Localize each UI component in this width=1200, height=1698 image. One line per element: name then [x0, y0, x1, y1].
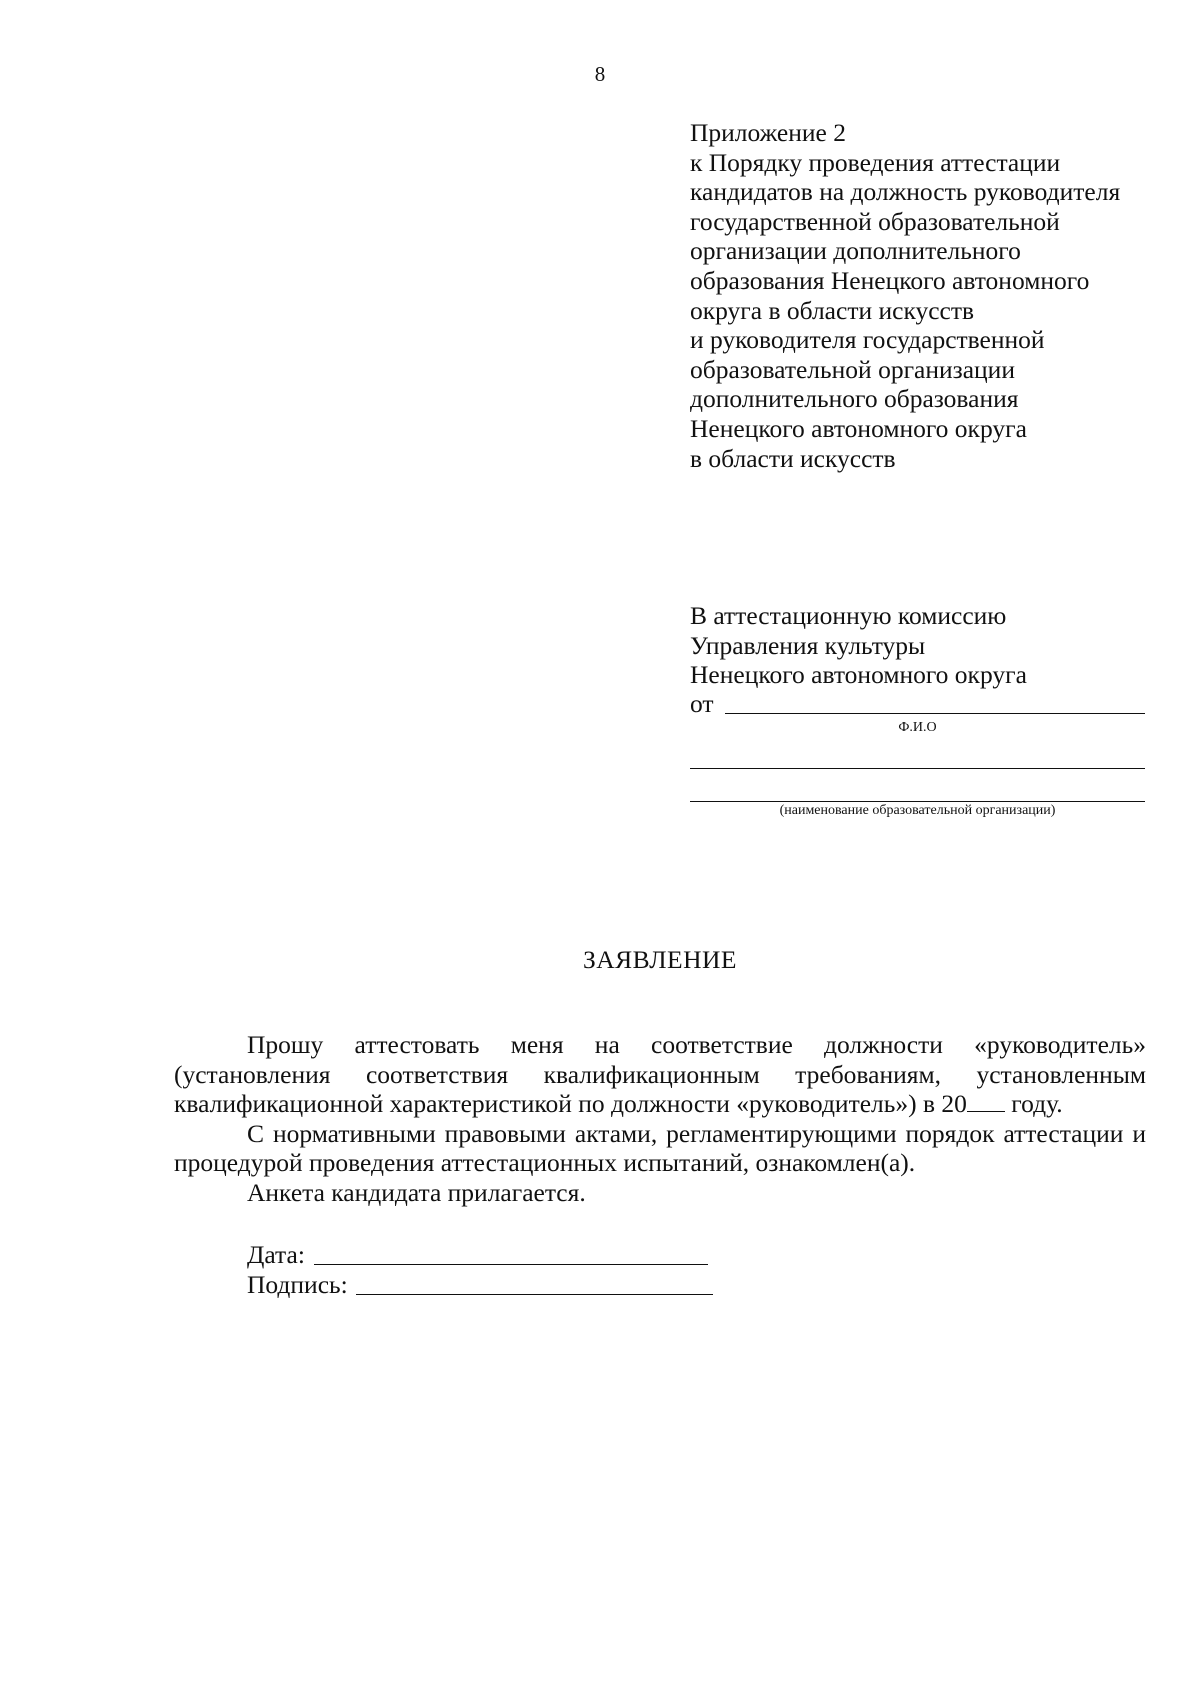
acquainted-paragraph: С нормативными правовыми актами, регламентирующими порядок аттестации и процедурой проведения аттестационных испытаний, ознакомлен(а). — [174, 1118, 1146, 1178]
appendix-line: организации дополнительного — [690, 236, 1021, 266]
signature-block — [247, 1240, 727, 1300]
date-row — [247, 1240, 727, 1270]
addressee-line: Ненецкого автономного округа — [690, 660, 1027, 690]
signature-label: Подпись: — [247, 1270, 348, 1299]
addressee-line: Управления культуры — [690, 630, 926, 660]
addressee-block — [690, 601, 1150, 690]
request-text-end: году. — [1004, 1089, 1063, 1119]
addressee-line: В аттестационную комиссию — [690, 601, 1007, 630]
request-text: Прошу аттестовать меня на соответствие должности «руководитель» (установления соответствия квалификационным требованиям, установленным квалификационной характеристикой по должности «руководитель») в 20 — [174, 1030, 1146, 1119]
application-body — [174, 1030, 1146, 1208]
document-title: ЗАЯВЛЕНИЕ — [582, 945, 737, 974]
appendix-line: образования Ненецкого автономного — [690, 265, 1090, 295]
organization-field-line[interactable] — [690, 801, 1145, 802]
fio-caption: Ф.И.О — [898, 720, 937, 735]
appendix-line: в области искусств — [690, 443, 896, 473]
organization-field-line[interactable] — [690, 768, 1145, 769]
appendix-line: кандидатов на должность руководителя — [690, 177, 1121, 207]
appendix-line: Ненецкого автономного округа — [690, 413, 1027, 443]
request-paragraph — [174, 1030, 1146, 1119]
date-field-line[interactable] — [314, 1264, 708, 1265]
from-label: от — [690, 689, 714, 718]
appendix-line: дополнительного образования — [690, 384, 1019, 414]
page-number: 8 — [594, 62, 606, 86]
from-row — [690, 689, 1145, 719]
organization-caption: (наименование образовательной организации) — [779, 803, 1056, 818]
signature-row — [247, 1270, 727, 1300]
appendix-header — [690, 118, 1170, 473]
date-label: Дата: — [247, 1240, 305, 1269]
fio-field-line[interactable] — [725, 713, 1145, 714]
attachment-paragraph: Анкета кандидата прилагается. — [247, 1177, 586, 1207]
appendix-line: округа в области искусств — [690, 295, 975, 325]
appendix-line: Приложение 2 — [690, 118, 846, 147]
appendix-line: и руководителя государственной — [690, 325, 1045, 355]
appendix-line: к Порядку проведения аттестации — [690, 147, 1061, 177]
year-blank-line[interactable] — [967, 1093, 1005, 1112]
appendix-line: государственной образовательной — [690, 206, 1060, 236]
signature-field-line[interactable] — [356, 1294, 713, 1295]
appendix-line: образовательной организации — [690, 354, 1015, 384]
